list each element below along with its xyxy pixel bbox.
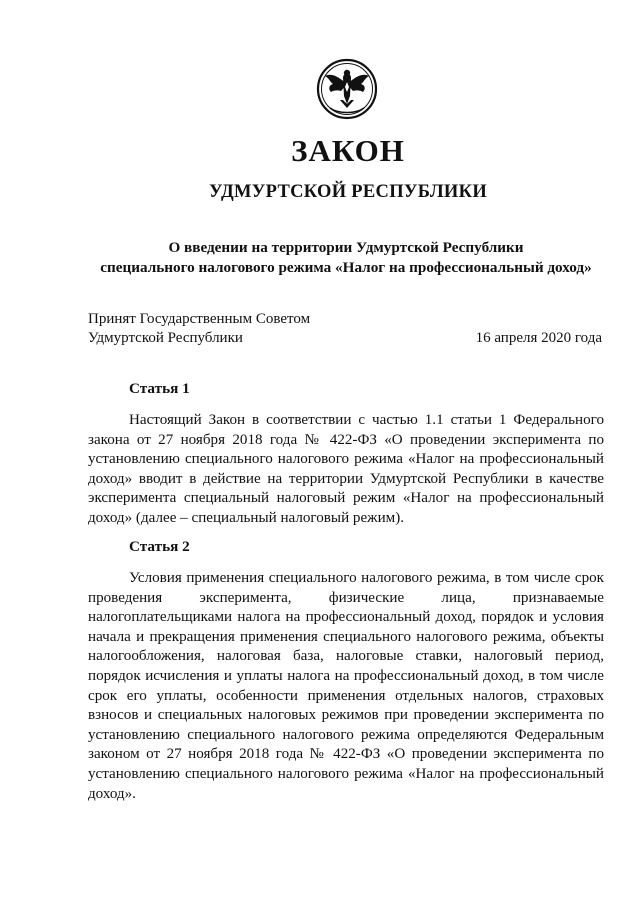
law-name	[88, 238, 604, 278]
adoption-date: 16 апреля 2020 года	[475, 330, 602, 346]
adoption-line2: Удмуртской Республики	[88, 330, 243, 346]
coat-of-arms-icon	[316, 56, 378, 122]
document-title: ЗАКОН	[291, 133, 405, 168]
law-name-line2: специального налогового режима «Налог на профессиональный доход»	[100, 259, 592, 276]
law-name-line1: О введении на территории Удмуртской Республики	[168, 239, 524, 256]
document-subtitle: УДМУРТСКОЙ РЕСПУБЛИКИ	[208, 182, 488, 202]
article-1-text: Настоящий Закон в соответствии с частью 1.1 статьи 1 Федерального закона от 27 ноября 2018 года № 422-ФЗ «О проведении эксперимента по установлению специального налогового режима «Налог на профессиональный доход» вводит в действие на территории Удмуртской Республики в качестве эксперимента специальный налоговый режим «Налог на профессиональный доход» (далее – специальный налоговый режим).	[88, 412, 604, 526]
article-2-heading: Статья 2	[129, 538, 190, 555]
article-1-heading: Статья 1	[129, 380, 190, 397]
adoption-line1: Принят Государственным Советом	[88, 311, 311, 327]
adoption-block	[88, 310, 604, 348]
article-2-text: Условия применения специального налогового режима, в том числе срок проведения эксперимента, физические лица, признаваемые налогоплательщиками налога на профессиональный доход, порядок и условия начала и прекращения применения специального налогового режима, объекты налогообложения, налоговая база, налоговые ставки, налоговый период, порядок исчисления и уплаты налога на профессиональный доход, в том числе срок его уплаты, особенности применения отдельных налогов, страховых взносов и специальных налоговых режимов при проведении эксперимента по установлению специального налогового режима определяются Федеральным законом от 27 ноября 2018 года № 422-ФЗ «О проведении эксперимента по установлению специального налогового режима «Налог на профессиональный доход».	[88, 570, 604, 802]
